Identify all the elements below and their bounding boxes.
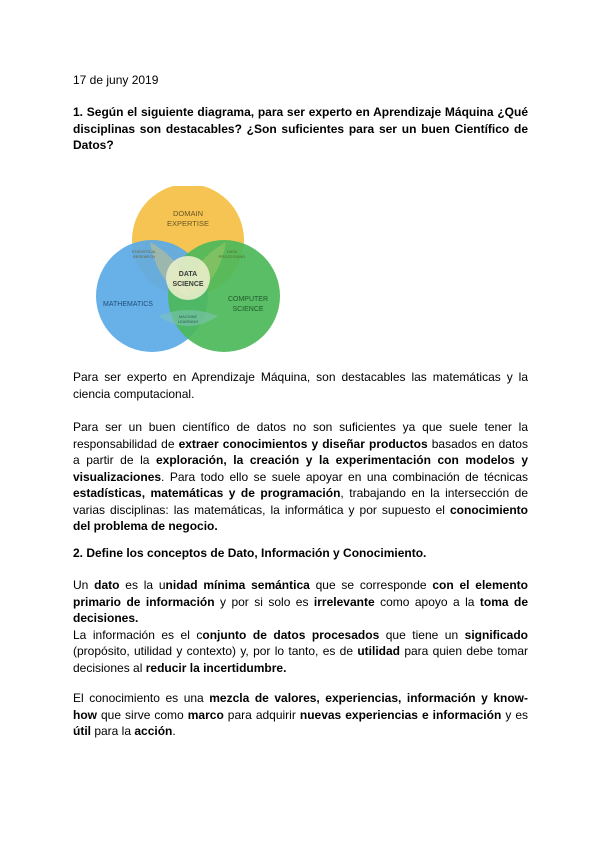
bold-run: toma de decisiones. [73, 594, 529, 625]
answer-2-paragraph-2 [73, 690, 528, 740]
statistical-label-2: RESEARCH [132, 254, 156, 259]
text-run: que tiene un [379, 627, 465, 642]
processing-label-2: PROCESSING [218, 254, 246, 259]
bold-run: con el elemento primario de información [73, 578, 528, 609]
domain-label-2: EXPERTISE [167, 219, 209, 228]
text-run: como apoyo a la [374, 594, 480, 609]
question-1-heading: 1. Según el siguiente diagrama, para ser experto en Aprendizaje Máquina ¿Qué disciplinas son destacables? ¿Son suficientes para ser un buen Científico de Datos? [73, 105, 528, 152]
bold-run: marco [187, 707, 224, 722]
bold-run: mezcla de valores, experiencias, información y know-how [73, 691, 528, 722]
computer-label-1: COMPUTER [227, 296, 269, 303]
text-run: . Para todo ello se suele apoyar en una combinación de técnicas [161, 469, 528, 484]
data-science-center [166, 256, 210, 300]
bold-run: reducir la incertidumbre. [145, 660, 287, 675]
text-run: La información es el c [73, 627, 203, 642]
computer-label-2: SCIENCE [232, 306, 264, 313]
text-run: que se corresponde [309, 578, 433, 592]
bold-run: nuevas experiencias e información [299, 707, 502, 722]
machine-learning-label-2: LEARNING [177, 319, 199, 324]
bold-run: estadísticas, matemáticas y de programación [73, 486, 341, 500]
center-label-1: DATA [178, 271, 198, 278]
bold-run: extraer conocimientos y diseñar productos [178, 436, 428, 451]
text-run: (propósito, utilidad y contexto) y, por lo tanto, es de [73, 644, 358, 658]
data-science-venn-diagram [88, 186, 288, 354]
text-run: Un [73, 578, 95, 592]
date-line: 17 de juny 2019 [73, 73, 159, 87]
text-run: para quien debe tomar decisiones al [73, 644, 528, 675]
text-run: Para ser un buen científico de datos no son suficientes ya que suele tener la responsabilidad de [73, 420, 528, 451]
text-run: . [172, 724, 176, 738]
bold-run: onjunto de datos procesados [202, 627, 380, 642]
text-run: basados en datos a partir de la [73, 436, 528, 467]
text-run: , trabajando en la intersección de varias disciplinas: las matemáticas, la informática y por supuesto el [73, 486, 528, 517]
answer-2-paragraph-1 [73, 577, 528, 676]
answer-1-paragraph-2 [73, 419, 528, 535]
statistical-label-1: STATISTICAL [131, 249, 157, 254]
answer-1-paragraph-1: Para ser experto en Aprendizaje Máquina, son destacables las matemáticas y la ciencia computacional. [73, 370, 528, 401]
text-run: y por si solo es [214, 594, 314, 609]
machine-learning-label-1: MACHINE [178, 314, 198, 319]
bold-run: utilidad [357, 644, 401, 658]
bold-run: exploración, la creación y la experimentación con modelos y visualizaciones [73, 453, 528, 484]
bold-run: conocimiento del problema de negocio. [73, 502, 528, 533]
text-run: y es [501, 707, 529, 722]
center-label-2: SCIENCE [172, 281, 204, 288]
mathematics-label: MATHEMATICS [103, 301, 153, 308]
text-run: para adquirir [223, 707, 300, 722]
bold-run: significado [464, 627, 528, 642]
bold-run: nidad mínima semántica [165, 578, 310, 592]
bold-run: irrelevante [313, 594, 375, 609]
bold-run: útil [73, 724, 91, 738]
bold-run: dato [94, 578, 120, 592]
bold-run: acción [134, 724, 173, 738]
text-run: es la u [119, 578, 166, 592]
domain-label-1: DOMAIN [173, 209, 203, 218]
text-run: El conocimiento es una [73, 691, 210, 705]
text-run: para la [91, 724, 135, 738]
question-2-heading: 2. Define los conceptos de Dato, Información y Conocimiento. [73, 546, 427, 560]
processing-label-1: DATA [226, 249, 238, 254]
text-run: que sirve como [97, 707, 188, 722]
